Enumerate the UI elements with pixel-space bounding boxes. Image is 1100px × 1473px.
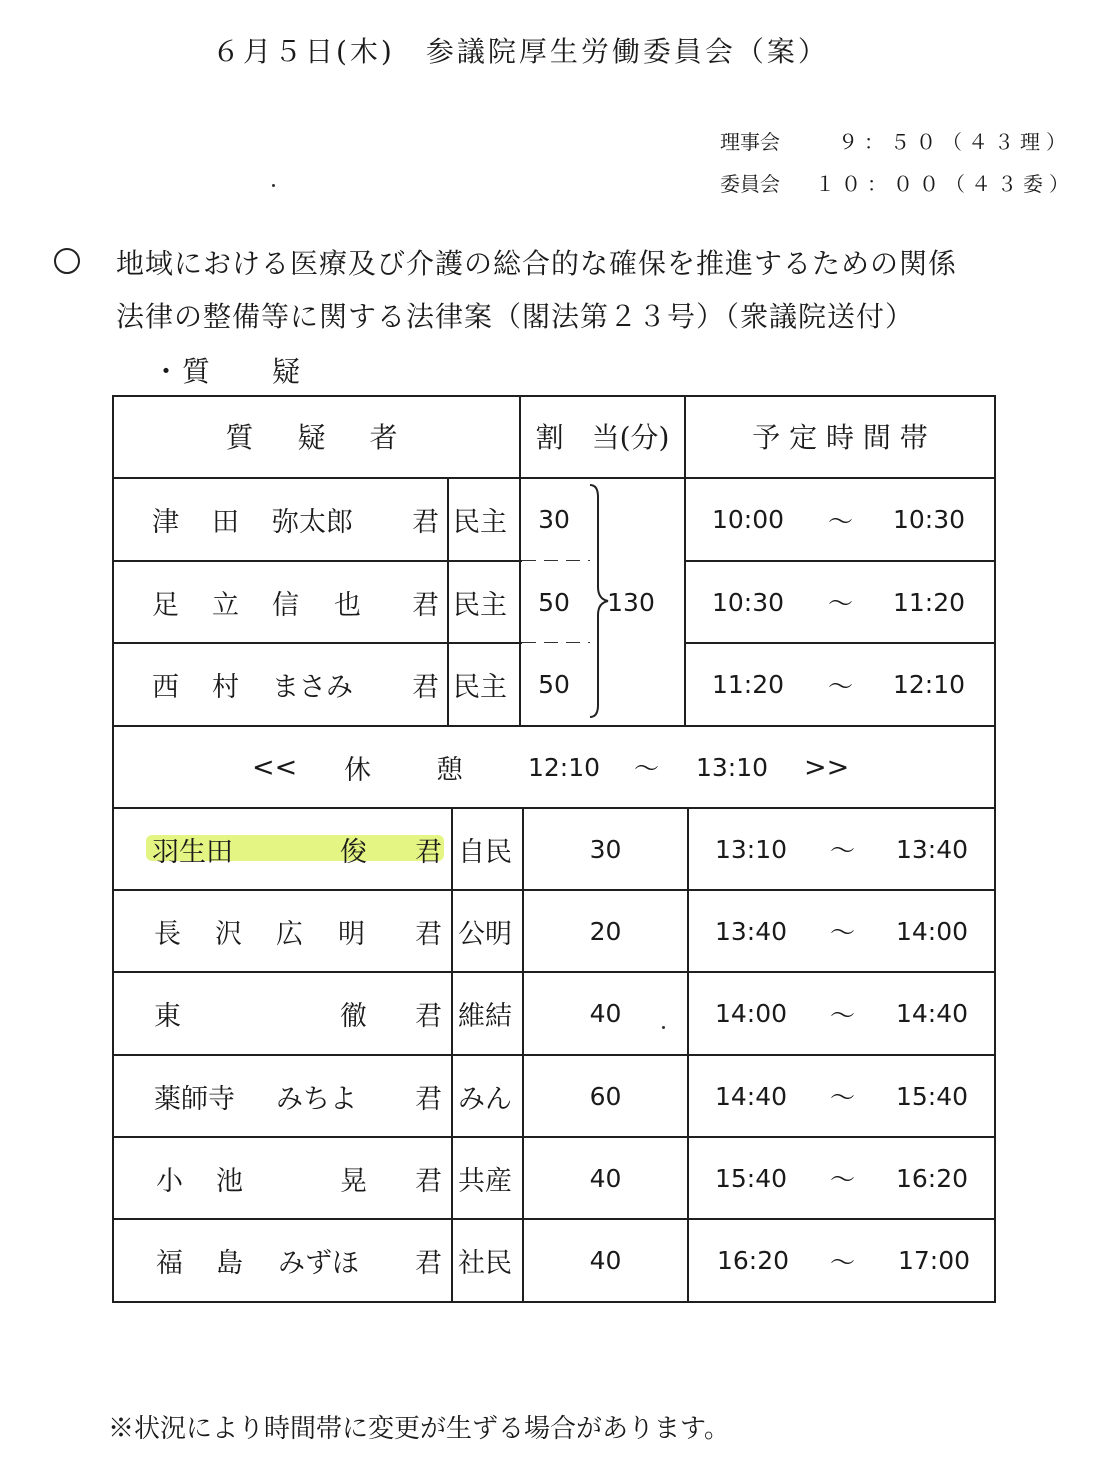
questioner-name-part: 羽生田 — [152, 836, 233, 868]
recess-time-separator: ～ — [634, 754, 660, 783]
end-time: 15:40 — [896, 1081, 969, 1111]
party: みん — [458, 1083, 512, 1115]
board-meeting-label: 理事会 — [720, 130, 780, 154]
allocated-minutes: 40 — [589, 999, 622, 1028]
questioner-name-part: みちよ — [276, 1083, 357, 1115]
recess-end-time: 13:10 — [696, 752, 769, 782]
party: 民主 — [453, 507, 507, 538]
honorific: 君 — [412, 672, 439, 703]
start-time: 16:20 — [717, 1246, 790, 1275]
start-time: 10:30 — [712, 587, 785, 617]
allocated-minutes: 40 — [589, 1163, 622, 1193]
allocated-minutes: 30 — [589, 834, 622, 864]
questioner-name-part: 東 — [154, 1001, 181, 1032]
questioner-name-part: 足 — [152, 589, 179, 621]
stray-mark — [662, 1026, 665, 1029]
footnote: ※状況により時間帯に変更が生ずる場合があります。 — [108, 1414, 730, 1444]
group-total-minutes: 130 — [607, 587, 655, 617]
start-time: 10:00 — [712, 505, 785, 534]
questioner-name-part: みずほ — [278, 1248, 359, 1279]
start-time: 14:00 — [715, 999, 788, 1028]
time-separator: ～ — [828, 671, 854, 701]
questioner-name-part: 也 — [334, 589, 361, 621]
questioner-schedule-table — [112, 395, 996, 1303]
end-time: 12:10 — [893, 670, 966, 699]
section-heading: ・質 疑 — [152, 355, 303, 388]
end-time: 14:40 — [896, 999, 969, 1028]
questioner-name-part: 徹 — [340, 1001, 367, 1032]
start-time: 13:10 — [715, 834, 788, 864]
party: 共産 — [458, 1165, 512, 1197]
honorific: 君 — [415, 1165, 442, 1197]
allocated-minutes: 50 — [538, 587, 570, 617]
end-time: 10:30 — [893, 505, 966, 534]
time-separator: ～ — [828, 589, 854, 618]
allocated-minutes: 40 — [589, 1246, 622, 1275]
questioner-name-part: 立 — [212, 589, 239, 621]
end-time: 14:00 — [896, 916, 969, 946]
header-allocation: 割 当(分) — [535, 421, 670, 454]
end-time: 13:40 — [896, 834, 969, 864]
bill-title-line-1: 地域における医療及び介護の総合的な確保を推進するための関係 — [116, 247, 958, 280]
questioner-name-part: 沢 — [215, 918, 242, 950]
start-time: 15:40 — [715, 1163, 788, 1193]
time-separator: ～ — [830, 918, 856, 947]
honorific: 君 — [412, 507, 439, 538]
committee-meeting-time: １０：００（４３委） — [815, 172, 1075, 196]
honorific: 君 — [412, 589, 439, 621]
allocated-minutes: 20 — [589, 916, 622, 946]
start-time: 14:40 — [715, 1081, 788, 1111]
questioner-name-part: 広 — [276, 918, 303, 950]
recess-label-char: 休 — [344, 754, 371, 786]
time-separator: ～ — [828, 506, 854, 536]
allocated-minutes: 50 — [538, 670, 570, 699]
recess-start-time: 12:10 — [528, 752, 601, 782]
honorific: 君 — [415, 1083, 442, 1115]
party: 維結 — [458, 1001, 512, 1032]
time-separator: ～ — [830, 836, 856, 865]
questioner-name-part: 明 — [338, 918, 365, 950]
questioner-name-part: 福 — [156, 1248, 183, 1279]
questioner-name-part: 小 — [156, 1165, 183, 1197]
honorific: 君 — [415, 836, 442, 868]
honorific: 君 — [415, 918, 442, 950]
honorific: 君 — [415, 1001, 442, 1032]
questioner-name-part: 弥太郎 — [272, 507, 353, 538]
party: 民主 — [453, 672, 507, 703]
end-time: 17:00 — [898, 1246, 971, 1275]
header-time-slot: 予 定 時 間 帯 — [752, 421, 928, 454]
allocated-minutes: 60 — [589, 1081, 622, 1111]
time-separator: ～ — [830, 1000, 856, 1030]
questioner-name-part: 西 — [152, 672, 179, 703]
bill-title-line-2: 法律の整備等に関する法律案（閣法第２３号）（衆議院送付） — [116, 300, 915, 333]
time-separator: ～ — [830, 1083, 856, 1112]
committee-meeting-label: 委員会 — [720, 172, 780, 196]
questioner-name-part: 村 — [212, 672, 239, 703]
questioner-name-part: 長 — [154, 918, 181, 950]
time-separator: ～ — [830, 1165, 856, 1194]
party: 公明 — [458, 918, 512, 950]
party: 社民 — [458, 1248, 512, 1279]
board-meeting-time: ９：５０（４３理） — [838, 130, 1072, 154]
start-time: 13:40 — [715, 916, 788, 946]
questioner-name-part: まさみ — [272, 672, 353, 703]
document-title: ６月５日(木) 参議院厚生労働委員会（案） — [212, 35, 829, 68]
allocated-minutes: 30 — [538, 505, 570, 534]
time-separator: ～ — [830, 1247, 856, 1277]
circle-bullet-icon — [54, 248, 80, 274]
header-questioner: 質 疑 者 — [225, 421, 406, 454]
end-time: 11:20 — [893, 587, 966, 617]
recess-label-char: 憩 — [436, 754, 463, 786]
questioner-name-part: 田 — [212, 507, 239, 538]
questioner-name-part: 晃 — [340, 1165, 367, 1197]
party: 自民 — [458, 836, 512, 868]
honorific: 君 — [415, 1248, 442, 1279]
party: 民主 — [453, 589, 507, 621]
end-time: 16:20 — [896, 1163, 969, 1193]
questioner-name-part: 信 — [272, 589, 299, 621]
questioner-name-part: 池 — [216, 1165, 243, 1197]
stray-mark — [272, 184, 275, 187]
questioner-name-part: 津 — [152, 507, 179, 538]
start-time: 11:20 — [712, 670, 785, 699]
recess-close-mark: >> — [804, 751, 850, 783]
questioner-name-part: 島 — [216, 1248, 243, 1279]
questioner-name-part: 薬師寺 — [154, 1083, 235, 1115]
recess-open-mark: << — [252, 751, 298, 783]
questioner-name-part: 俊 — [340, 836, 367, 868]
